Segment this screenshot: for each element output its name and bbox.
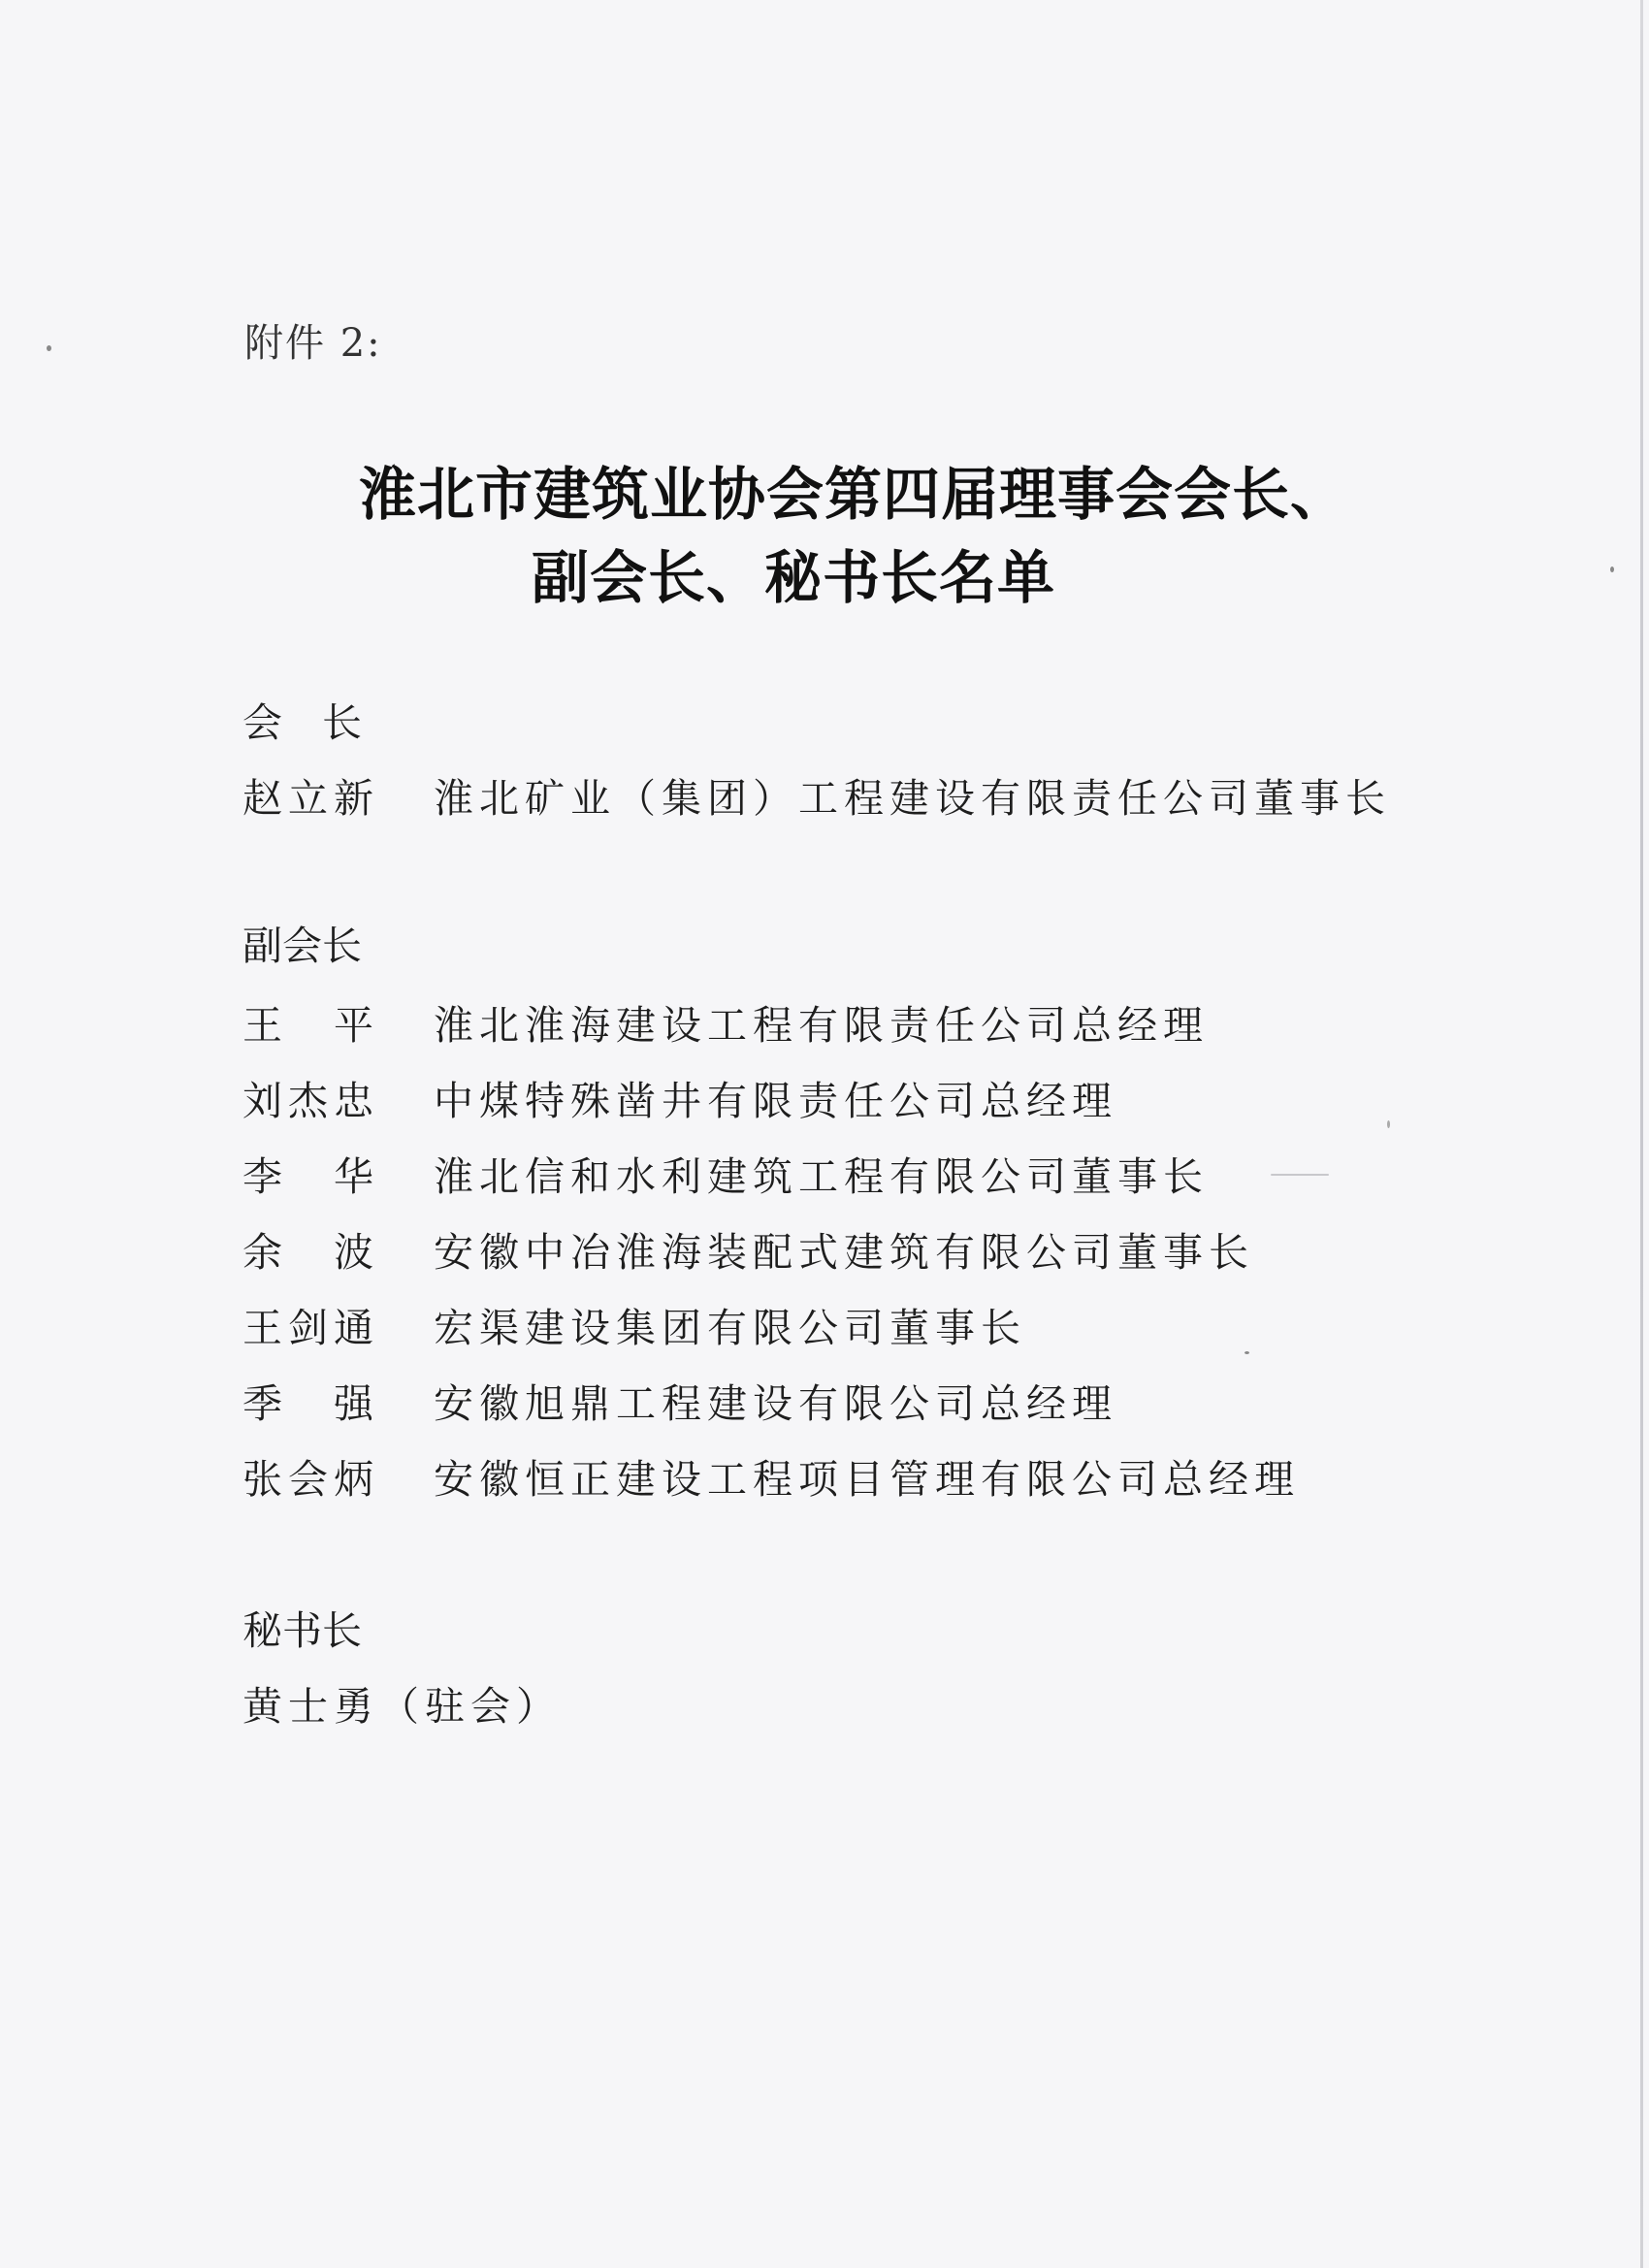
member-name: 王 平 [242,1002,373,1049]
member-organization: 宏渠建设集团有限公司董事长 [434,1305,1026,1351]
member-organization: 安徽中冶淮海装配式建筑有限公司董事长 [434,1229,1254,1276]
scan-edge [1640,0,1643,2268]
member-name: 李 华 [242,1153,373,1200]
section-heading-vice-presidents: 副会长 [242,923,362,969]
member-name: 刘杰忠 [242,1078,379,1124]
document-title-line-1: 淮北市建筑业协会第四届理事会会长、 [359,461,1349,528]
member-name: 余 波 [242,1229,373,1276]
member-organization: 安徽旭鼎工程建设有限公司总经理 [434,1380,1117,1427]
section-heading-president: 会 长 [242,699,362,746]
member-name: 季 强 [242,1380,373,1427]
member-organization: 中煤特殊凿井有限责任公司总经理 [434,1078,1117,1124]
member-name: 王剑通 [242,1305,379,1351]
member-organization: 淮北淮海建设工程有限责任公司总经理 [434,1002,1209,1049]
member-name: 赵立新 [242,775,379,822]
attachment-label: 附件 2: [244,321,382,366]
member-organization: 淮北矿业（集团）工程建设有限责任公司董事长 [434,775,1391,822]
member-organization: 淮北信和水利建筑工程有限公司董事长 [434,1153,1209,1200]
member-name: 张会炳 [242,1456,379,1503]
member-name: 黄士勇（驻会） [242,1683,562,1730]
section-heading-secretary-general: 秘书长 [242,1607,362,1654]
member-organization: 安徽恒正建设工程项目管理有限公司总经理 [434,1456,1300,1503]
document-title-line-2: 副会长、秘书长名单 [532,544,1056,611]
